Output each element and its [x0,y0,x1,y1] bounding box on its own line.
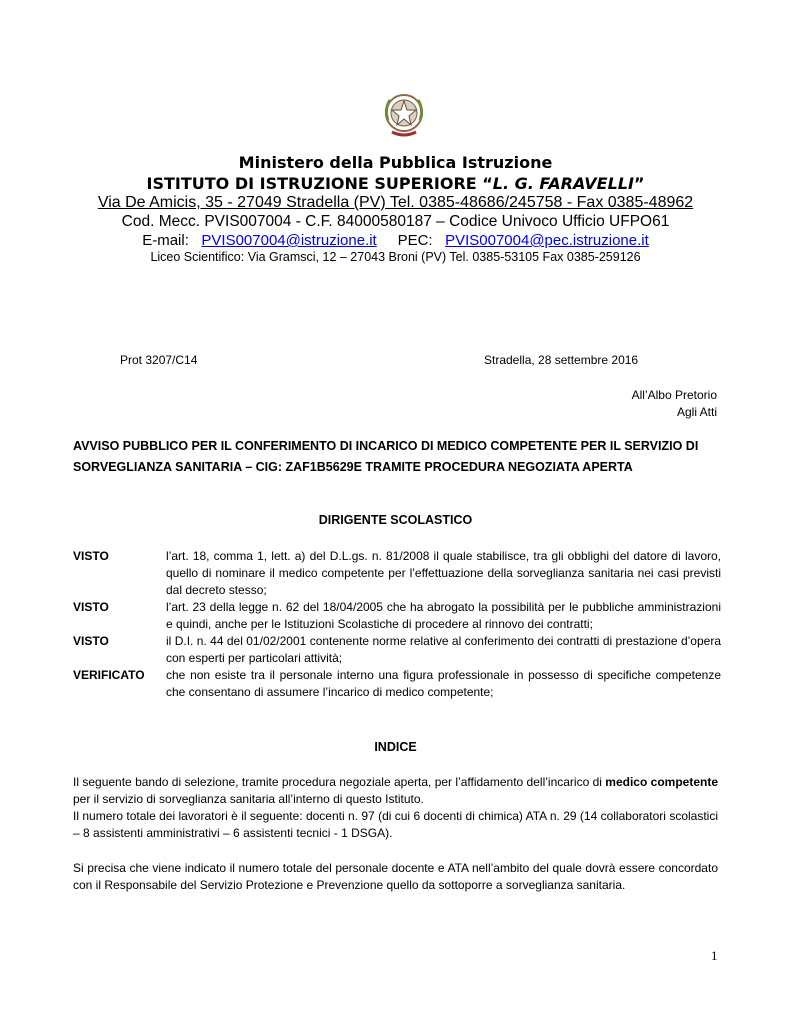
premise-label: VISTO [73,634,109,648]
dirigente-heading: DIRIGENTE SCOLASTICO [318,513,473,527]
premise-item [73,548,721,599]
paragraph-selection-after: per il servizio di sorveglianza sanitaria all’interno di questo Istituto. [73,792,424,806]
email-label: E-mail: [142,232,189,249]
premise-label: VISTO [73,600,109,614]
notice-title: AVVISO PUBBLICO PER IL CONFERIMENTO DI INCARICO DI MEDICO COMPETENTE PER IL SERVIZIO DI SORVEGLIANZA SANITARIA – CIG: ZAF1B5629E TRAMITE PROCEDURA NEGOZIATA APERTA [73,439,699,474]
recipient-atti: Agli Atti [676,405,717,419]
paragraph-workers-count: Il numero totale dei lavoratori è il seguente: docenti n. 97 (di cui 6 docenti di chimica) ATA n. 29 (14 collaboratori scolastici – 8 assistenti amministrativi – 6 assistenti tecnici - 1 DSGA). [73,809,718,840]
page-number: 1 [711,948,718,963]
school-heading [0,174,791,193]
italian-republic-emblem-icon [380,90,428,140]
premises-list [73,548,721,701]
pec-link[interactable]: PVIS007004@pec.istruzione.it [445,232,649,249]
premise-item [73,633,721,667]
recipient-albo: All’Albo Pretorio [631,388,717,402]
premise-text: il D.I. n. 44 del 01/02/2001 contenente norme relative al conferimento dei contratti di prestazione d’opera con esperti per particolari attività; [166,634,721,665]
premise-text: l’art. 18, comma 1, lett. a) del D.L.gs. n. 81/2008 il quale stabilisce, tra gli obblighi del datore di lavoro, quello di nominare il medico competente per l’effettuazione della sorveglianza sanitaria nei casi previsti dal decreto stesso; [166,549,721,597]
email-link[interactable]: PVIS007004@istruzione.it [201,232,377,249]
premise-item [73,599,721,633]
paragraph-selection-text: Il seguente bando di selezione, tramite procedura negoziale aperta, per l’affidamento dell’incarico di [73,775,606,789]
premise-item [73,667,721,701]
ministry-heading: Ministero della Pubblica Istruzione [238,153,553,172]
school-address: Via De Amicis, 35 - 27049 Stradella (PV) Tel. 0385-48686/245758 - Fax 0385-48962 [97,194,694,211]
pec-label: PEC: [397,232,433,249]
premise-label: VISTO [73,549,109,563]
premise-text: che non esiste tra il personale interno una figura professionale in possesso di specifiche competenze che consentano di assumere l’incarico di medico competente; [166,668,721,699]
premise-text: l’art. 23 della legge n. 62 del 18/04/2005 che ha abrogato la possibilità per le pubbliche amministrazioni e quindi, anche per le Istituzioni Scolastiche di procedere al rinnovo dei contratti; [166,600,721,631]
recipients [632,387,717,421]
index-heading: INDICE [374,740,417,754]
document-date: Stradella, 28 settembre 2016 [484,353,639,367]
school-name: L. G. FARAVELLI [492,174,634,193]
paragraph-selection-bold: medico competente [605,775,719,789]
school-codes: Cod. Mecc. PVIS007004 - C.F. 84000580187 – Codice Univoco Ufficio UFPO61 [121,213,670,230]
school-suffix: ” [633,174,645,193]
paragraph-selection [73,774,718,842]
premise-label: VERIFICATO [73,668,145,682]
liceo-info: Liceo Scientifico: Via Gramsci, 12 – 27043 Broni (PV) Tel. 0385-53105 Fax 0385-259126 [150,250,641,264]
protocol-number: Prot 3207/C14 [120,353,198,367]
paragraph-clarification: Si precisa che viene indicato il numero totale del personale docente e ATA nell’ambito del quale dovrà essere concordato con il Responsabile del Servizio Protezione e Prevenzione quello da sottoporre a sorveglianza sanitaria. [73,861,718,892]
school-prefix: ISTITUTO DI ISTRUZIONE SUPERIORE “ [146,174,493,193]
email-line [0,232,791,249]
